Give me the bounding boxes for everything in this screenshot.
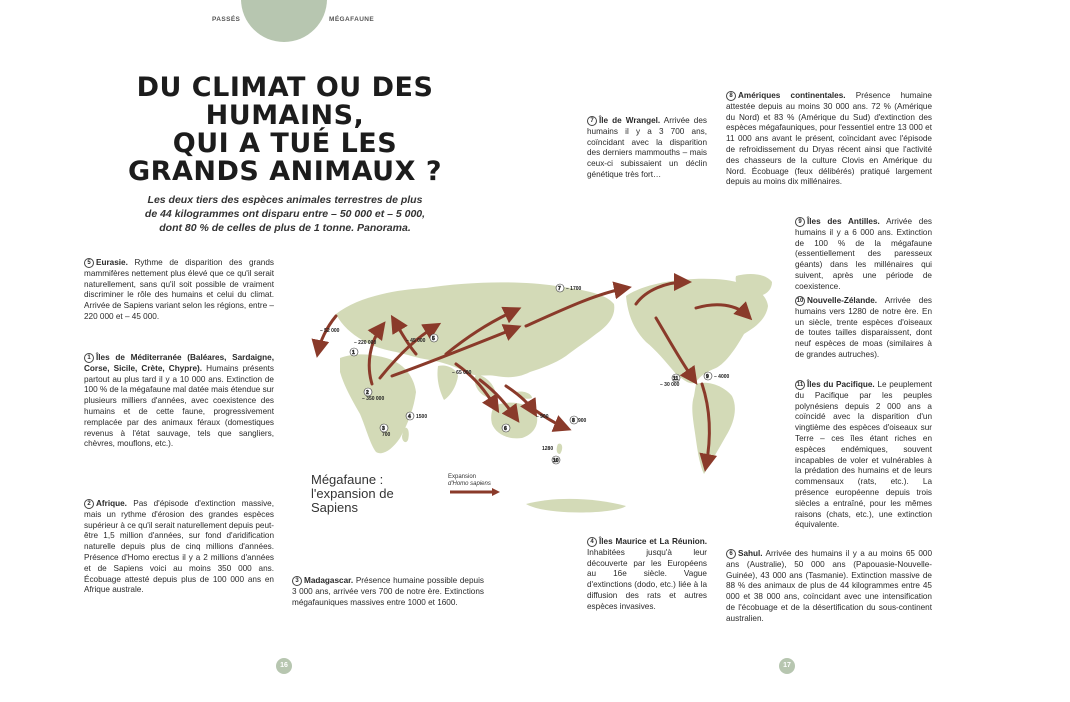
legend-line-1: Expansion bbox=[448, 474, 477, 480]
map-marker: 2 bbox=[366, 390, 369, 396]
section-title: Îles du Pacifique. bbox=[807, 380, 875, 389]
lead-paragraph bbox=[125, 193, 445, 235]
marker-number: 10 bbox=[796, 298, 804, 304]
section-title: Îles Maurice et La Réunion. bbox=[599, 537, 707, 546]
section-text: Le peuplement du Pacifique par les peuples polynésiens depuis 2 000 ans a coïncidé avec la disparition d'un vingtième des espèces d'oiseaux sur Terre – ces îles étant riches en espèces endémiques, souvent incapables de voler et vulnérables à la prédation des humains et de leurs commensaux (rats, etc.). La présence européenne depuis trois siècles a entraîné, pour les mêmes raisons (chats, etc.), une extinction équivalente. bbox=[795, 380, 933, 530]
map-label: – 1700 bbox=[566, 286, 582, 292]
section-text: Inhabitées jusqu'à leur découverte par les Européens au 16e siècle. Vague d'extinctions (dodo, etc.) liée à la diffusion des rats et autres espèces invasives. bbox=[587, 547, 707, 611]
section-maurice-reunion bbox=[587, 537, 707, 613]
marker-number: 3 bbox=[292, 576, 302, 586]
marker-number: 6 bbox=[726, 549, 736, 559]
map-marker: 10 bbox=[553, 458, 559, 464]
map-marker: 7 bbox=[558, 286, 561, 292]
header-section-left: PASSÉS bbox=[212, 16, 241, 23]
map-caption-line-1: Mégafaune : bbox=[311, 472, 384, 487]
legend-arrow-icon bbox=[448, 488, 502, 496]
lead-line-1: Les deux tiers des espèces animales terrestres de plus bbox=[147, 194, 423, 206]
header-section-right: MÉGAFAUNE bbox=[329, 16, 375, 23]
map-label: – 65 000 bbox=[452, 370, 472, 376]
marker-number: 11 bbox=[796, 382, 804, 388]
section-title: Île de Wrangel. bbox=[599, 116, 661, 125]
map-label: – 30 000 bbox=[660, 382, 680, 388]
page-title bbox=[80, 74, 490, 186]
section-title: Afrique. bbox=[96, 499, 127, 508]
section-text: Arrivée des humains il y a 6 000 ans. Extinction de 100 % de la mégafaune (essentiellement des paresseux géants) dans les millénaires qui suivent, après une période de coexistence. bbox=[795, 217, 932, 291]
lead-line-3: dont 80 % de celles de plus de 1 tonne. Panorama. bbox=[159, 222, 411, 234]
map-marker: 9 bbox=[706, 374, 709, 380]
marker-number: 1 bbox=[84, 353, 94, 363]
map-marker: 11 bbox=[673, 376, 679, 382]
map-marker: 1 bbox=[352, 350, 355, 356]
map-label: 700 bbox=[382, 432, 391, 438]
marker-number: 7 bbox=[587, 116, 597, 126]
marker-number: 8 bbox=[726, 91, 736, 101]
map-marker: 5 bbox=[432, 336, 435, 342]
marker-number: 2 bbox=[84, 499, 94, 509]
map-caption-line-2: l'expansion de bbox=[311, 486, 394, 501]
legend-line-2: d'Homo sapiens bbox=[448, 481, 491, 487]
map-label: 1280 bbox=[542, 446, 554, 452]
header-tab-circle bbox=[241, 0, 327, 42]
map-label: – 45 000 bbox=[406, 338, 426, 344]
map-marker: 3 bbox=[382, 426, 385, 432]
map-label: – 52 000 bbox=[320, 328, 340, 334]
title-line-3: GRANDS ANIMAUX ? bbox=[128, 156, 442, 187]
map-caption-line-3: Sapiens bbox=[311, 500, 358, 515]
land-antarctica bbox=[526, 499, 626, 513]
map-legend bbox=[448, 474, 491, 488]
section-text: Présence humaine attestée depuis au moins 30 000 ans. 72 % (Amérique du Nord) et 83 % (Amérique du Sud) d'extinction des espèces mégafauniques, pour l'essentiel entre 13 000 et 11 000 ans avant le présent, coïncidant avec l'épisode de refroidissement du Dryas récent ainsi que l'activité des chasseurs de la culture Clovis en Amérique du Nord. Écobuage (feux délibérés) pratiqué largement depuis au moins dix millénaires. bbox=[726, 91, 932, 187]
section-text: Arrivée des humains il y a au moins 65 000 ans (Australie), 50 000 ans (Papouasie-Nouvelle-Guinée), 43 000 ans (Tasmanie). Extinction massive de 88 % des animaux de plus de 44 kilogrammes entre 45 000 et 38 000 ans, coïncidant avec une intensification de l'écobuage et de la désertification du sous-continent australien. bbox=[726, 549, 932, 623]
section-ameriques bbox=[726, 91, 932, 188]
section-mediterranee bbox=[84, 353, 274, 450]
map-marker: 4 bbox=[408, 414, 411, 420]
title-line-1: DU CLIMAT OU DES HUMAINS, bbox=[136, 72, 434, 131]
section-afrique bbox=[84, 499, 274, 596]
section-title: Îles des Antilles. bbox=[807, 217, 880, 226]
section-text: Arrivée des humains il y a 3 700 ans, coïncidant avec la disparition des derniers mammouths – mais ceux-ci subissaient un déclin génétique très fort… bbox=[587, 116, 707, 179]
map-caption bbox=[311, 473, 394, 515]
map-label: – 220 000 bbox=[354, 340, 377, 346]
page-number-left: 16 bbox=[276, 658, 292, 674]
lead-line-2: de 44 kilogrammes ont disparu entre – 50 000 et – 5 000, bbox=[144, 208, 426, 220]
marker-number: 4 bbox=[587, 537, 597, 547]
section-madagascar bbox=[292, 576, 484, 608]
land-south-america bbox=[692, 383, 735, 474]
section-text: Pas d'épisode d'extinction massive, mais un rythme d'érosion des grandes espèces supérieur à ce qu'il serait naturellement depuis peut-être 1,5 million d'années, sur fond d'aridification naturelle depuis plus de cinq millions d'années. Présence d'Homo erectus il y a 2 millions d'années et de Sapiens voici au moins 350 000 ans. Écobuage attesté depuis plus de 100 000 ans en Afrique australe. bbox=[84, 499, 274, 595]
section-title: Îles de Méditerranée (Baléares, Sardaigne, Corse, Sicile, Crète, Chypre). bbox=[84, 353, 274, 373]
marker-number: 5 bbox=[84, 258, 94, 268]
map-label: – 900 bbox=[536, 414, 549, 420]
map-marker: 6 bbox=[504, 426, 507, 432]
section-text: Arrivée des humains vers 1280 de notre ère. En un siècle, trente espèces d'oiseaux de toutes tailles disparaissent, dont neuf espèces de moas (similaires à de grandes autruches). bbox=[795, 296, 932, 359]
section-title: Sahul. bbox=[738, 549, 763, 558]
land-masses bbox=[336, 274, 772, 513]
section-pacifique bbox=[795, 380, 932, 531]
section-title: Amériques continentales. bbox=[738, 91, 846, 100]
section-sahul bbox=[726, 549, 932, 625]
marker-number: 9 bbox=[795, 217, 805, 227]
section-text: Présence humaine possible depuis 3 000 ans, arrivée vers 700 de notre ère. Extinctions mégafauniques massives entre 1000 et 1600. bbox=[292, 576, 484, 607]
map-label: – 4000 bbox=[714, 374, 730, 380]
section-nouvelle-zelande bbox=[795, 296, 932, 361]
section-title: Madagascar. bbox=[304, 576, 354, 585]
section-antilles bbox=[795, 217, 932, 293]
section-wrangel bbox=[587, 116, 707, 181]
section-text: Rythme de disparition des grands mammifères nettement plus élevé que ce qu'il serait naturellement, sans qu'il soit possible de vraiment discriminer le rôle des humains et celui du climat. Arrivée de Sapiens variant selon les régions, entre – 220 000 et – 45 000. bbox=[84, 258, 274, 321]
map-marker: 8 bbox=[572, 418, 575, 424]
land-new-zealand bbox=[557, 444, 562, 454]
section-text: Humains présents partout au plus tard il y a 10 000 ans. Extinction de 100 % de la mégafaune mal datée mais étendue sur plusieurs milliers d'années, avec coexistence des humains et de cette faune, progressivement remplacée par des animaux féraux (domestiques revenus à l'état sauvage, tels que sangliers, chèvres, mouflons, etc.). bbox=[84, 363, 275, 449]
section-eurasie bbox=[84, 258, 274, 323]
section-title: Eurasie. bbox=[96, 258, 128, 267]
map-label: – 350 000 bbox=[362, 396, 385, 402]
title-line-2: QUI A TUÉ LES bbox=[172, 128, 398, 159]
map-label: 900 bbox=[578, 418, 587, 424]
map-label: 1500 bbox=[416, 414, 428, 420]
page-number-right: 17 bbox=[779, 658, 795, 674]
section-title: Nouvelle-Zélande. bbox=[807, 296, 878, 305]
